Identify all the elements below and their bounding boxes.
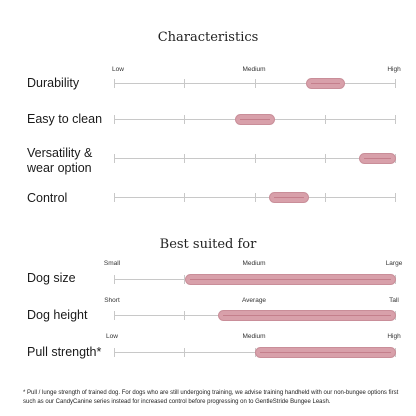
scale-label-high: High xyxy=(387,333,401,340)
scale-track xyxy=(114,197,396,198)
scale-label-high: High xyxy=(387,66,401,73)
range-bar xyxy=(185,274,397,285)
scale-label-medium: Medium xyxy=(242,260,266,267)
range-bar-line xyxy=(274,197,303,198)
range-bar xyxy=(255,347,396,358)
scale-tick xyxy=(395,115,396,124)
range-bar xyxy=(359,153,396,164)
scale-label-average: Average xyxy=(241,297,267,304)
range-bar xyxy=(235,114,274,125)
range-bar-line xyxy=(190,279,392,280)
row-label-durability: Durability xyxy=(27,76,80,90)
row-label-easy-to-clean: Easy to clean xyxy=(27,112,103,126)
scale-tick xyxy=(114,275,115,284)
scale-tick xyxy=(325,115,326,124)
row-label-dog-height: Dog height xyxy=(27,308,88,322)
footnote: * Pull / lunge strength of trained dog. For dogs who are still undergoing training, we advise training handheld with our non-bungee options first such as our CandyCanine series instead for increased control before progressing on to GentleStride Bungee Leash. xyxy=(23,390,399,405)
range-bar-line xyxy=(311,83,340,84)
scale-track xyxy=(114,279,396,280)
range-bar-line xyxy=(240,119,269,120)
scale-tick xyxy=(184,193,185,202)
row-label-dog-size: Dog size xyxy=(27,271,76,285)
scale-tick xyxy=(395,79,396,88)
scale-label-medium: Medium xyxy=(242,333,266,340)
scale-tick xyxy=(114,115,115,124)
scale-tick xyxy=(114,311,115,320)
scale-tick xyxy=(255,79,256,88)
scale-track xyxy=(114,119,396,120)
scale-tick xyxy=(255,154,256,163)
scale-tick xyxy=(114,154,115,163)
range-bar xyxy=(306,78,345,89)
range-bar-line xyxy=(260,352,391,353)
scale-tick xyxy=(325,154,326,163)
scale-tick xyxy=(114,348,115,357)
scale-label-large: Large xyxy=(385,260,403,267)
scale-tick xyxy=(184,348,185,357)
scale-tick xyxy=(255,193,256,202)
row-label-versatility: Versatility & wear option xyxy=(27,146,93,175)
range-bar-line xyxy=(364,158,391,159)
scale-tick xyxy=(184,79,185,88)
scale-label-low: Low xyxy=(106,333,118,340)
scale-label-tall: Tall xyxy=(389,297,399,304)
scale-tick xyxy=(184,154,185,163)
range-bar xyxy=(218,310,396,321)
scale-tick xyxy=(184,115,185,124)
scale-track xyxy=(114,315,396,316)
scale-tick xyxy=(184,311,185,320)
scale-track xyxy=(114,352,396,353)
range-bar-line xyxy=(223,315,391,316)
best-suited-heading: Best suited for xyxy=(159,237,257,252)
scale-track xyxy=(114,83,396,84)
scale-tick xyxy=(114,79,115,88)
scale-tick xyxy=(325,193,326,202)
scale-tick xyxy=(114,193,115,202)
scale-label-small: Small xyxy=(103,260,121,267)
scale-track xyxy=(114,158,396,159)
scale-tick xyxy=(395,193,396,202)
scale-label-medium: Medium xyxy=(242,66,266,73)
scale-label-short: Short xyxy=(104,297,120,304)
row-label-pull-strength: Pull strength* xyxy=(27,345,102,359)
scale-label-low: Low xyxy=(112,66,124,73)
range-bar xyxy=(269,192,308,203)
characteristics-heading: Characteristics xyxy=(157,30,259,45)
row-label-control: Control xyxy=(27,191,68,205)
